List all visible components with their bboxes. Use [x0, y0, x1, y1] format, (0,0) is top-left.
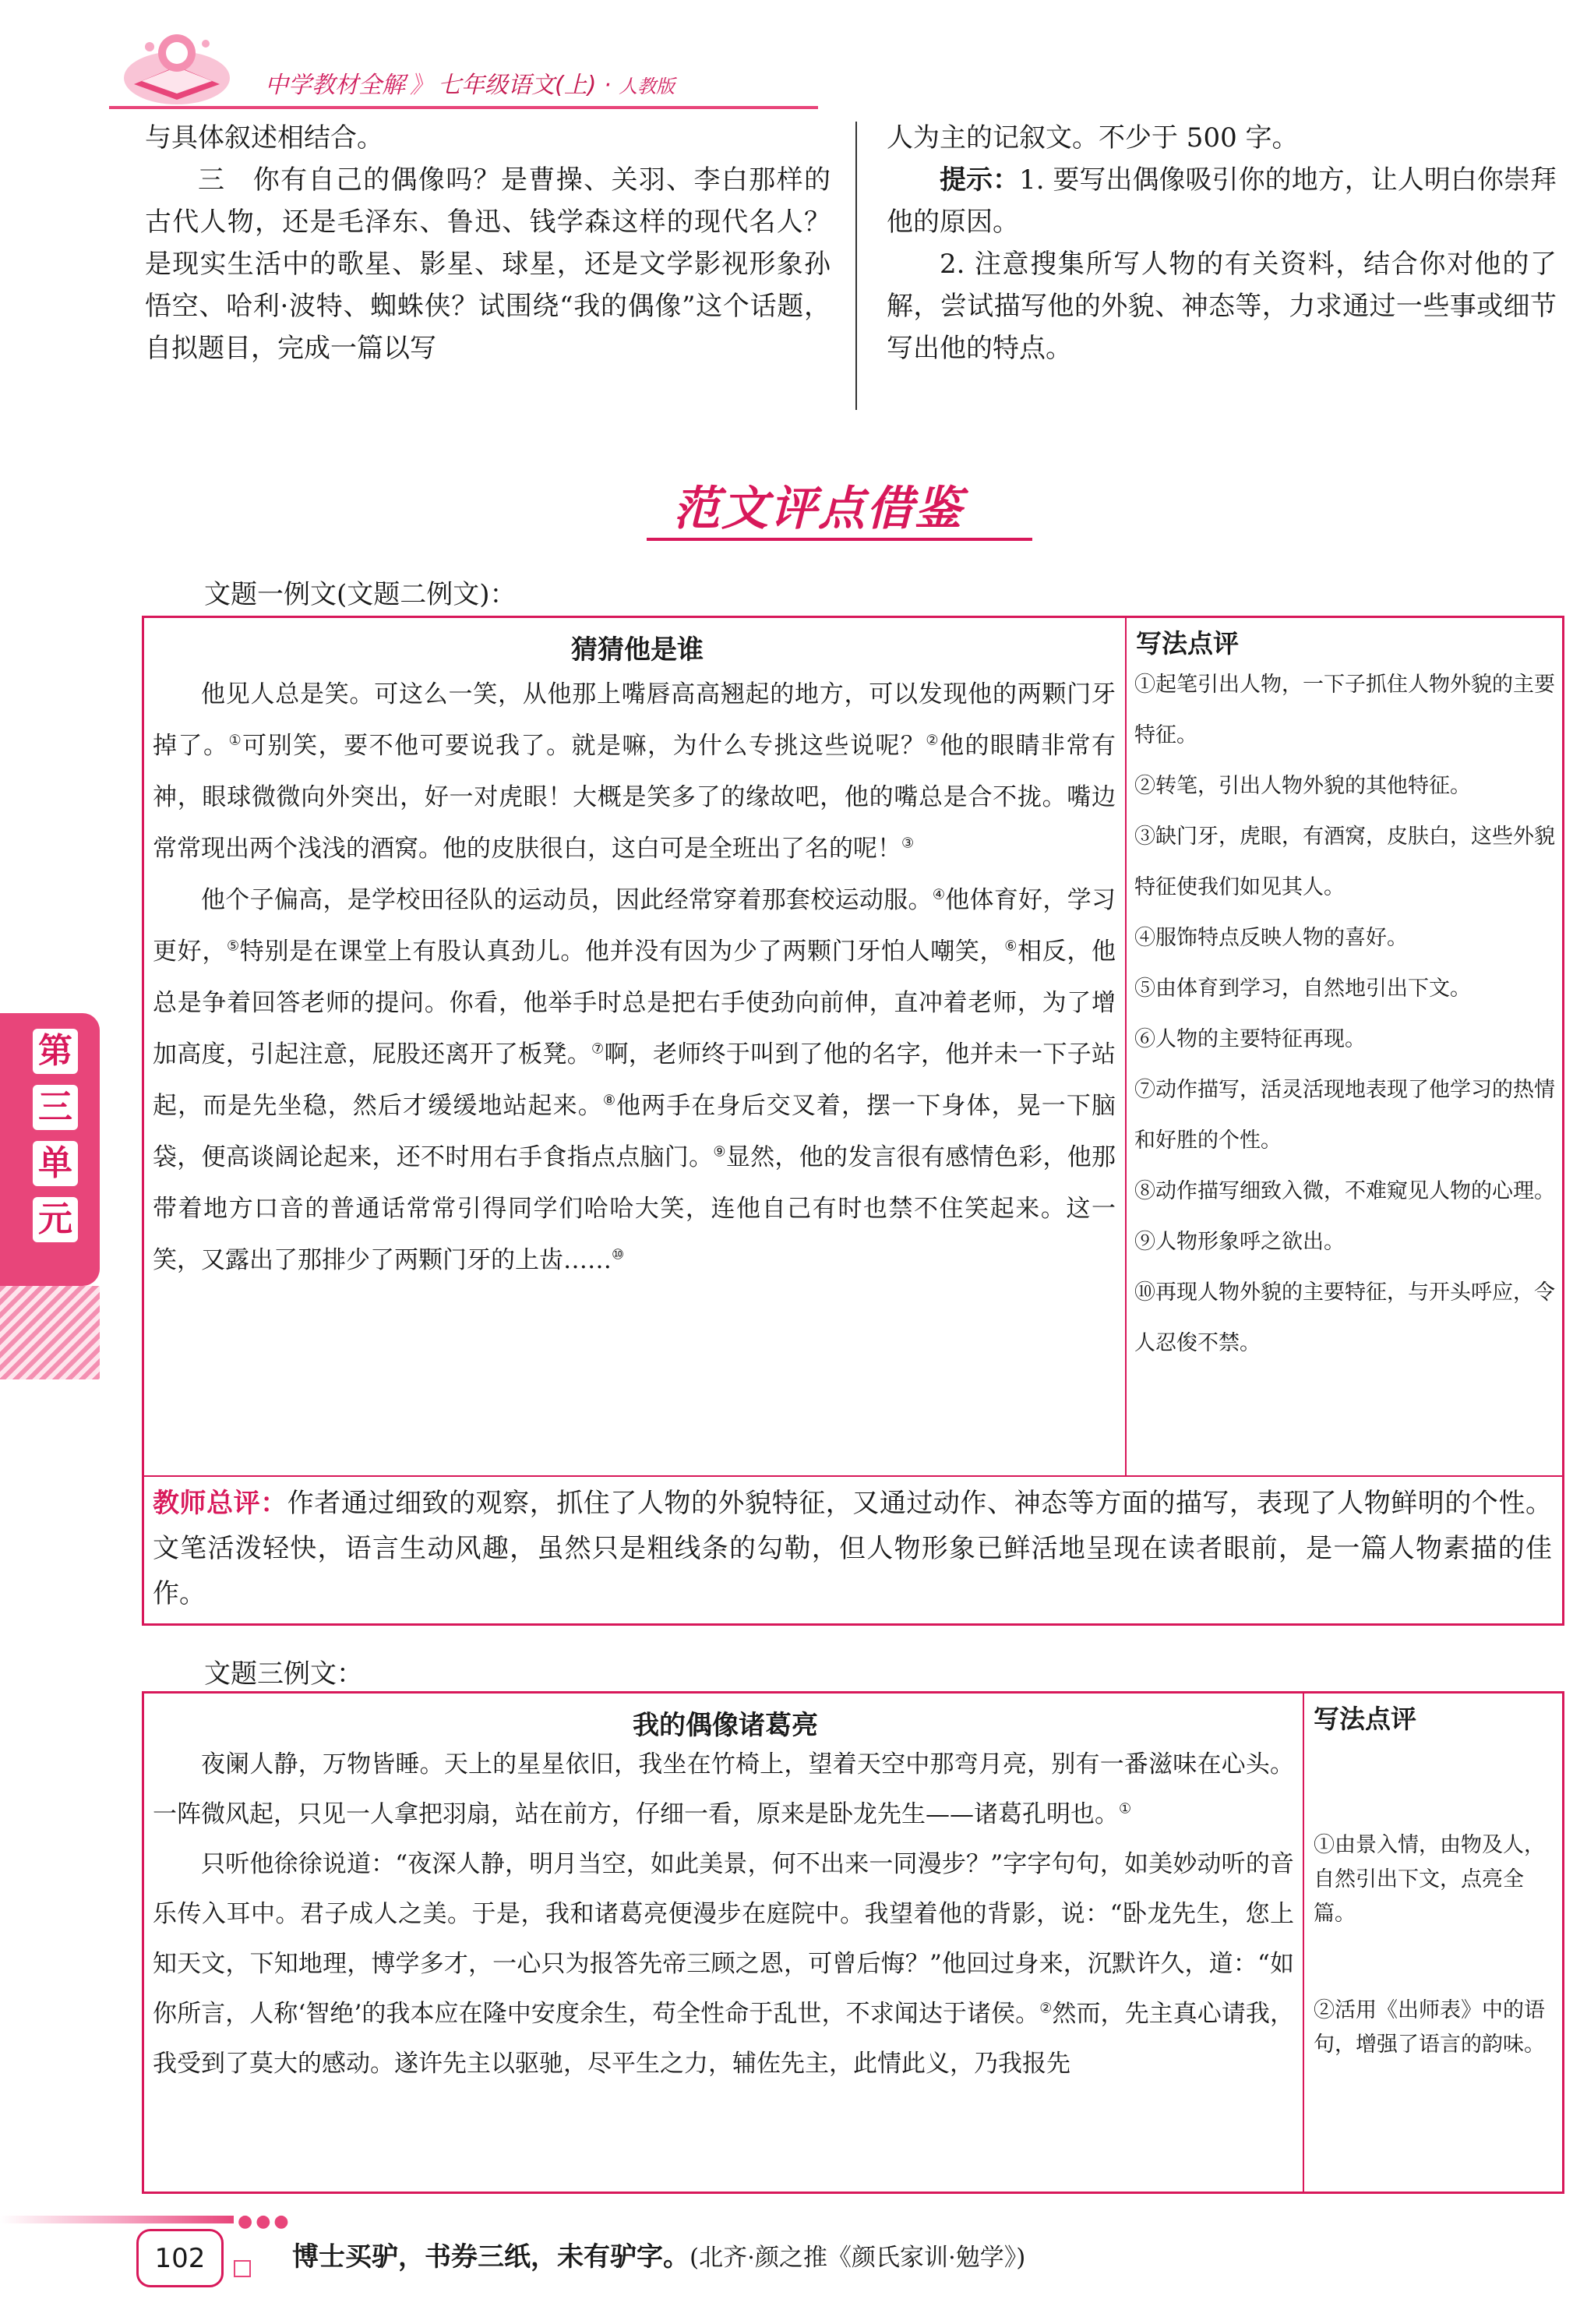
essay-1-paragraph-2 [153, 874, 1116, 1286]
column-divider [855, 122, 857, 410]
note-marker: ⑨ [713, 1143, 726, 1160]
note-marker: ① [228, 732, 243, 749]
comment-item: ⑨人物形象呼之欲出。 [1134, 1230, 1345, 1254]
comment-item: ⑦动作描写，活灵活现地表现了他学习的热情和好胜的个性。 [1134, 1078, 1555, 1153]
essay-2-body [153, 1739, 1294, 2089]
book-edition: 人教版 [619, 76, 675, 97]
note-marker: ② [926, 732, 940, 749]
comment-item: ①由景入情，由物及人，自然引出下文，点亮全篇。 [1314, 1833, 1545, 1926]
comment-item: ②转笔，引出人物外貌的其他特征。 [1134, 774, 1471, 798]
essay-2-comments [1314, 1828, 1558, 2062]
essay-1-comments [1134, 659, 1555, 1369]
book-title: 中学教材全解 [265, 72, 405, 99]
text-run: 他的眼睛非常有神，眼球微微向外突出，好一对虎眼！大概是笑多了的缘故吧，他的嘴总是合不拢。嘴边常常现出两个浅浅的酒窝。他的皮肤很白，这白可是全班出了名的呢！ [153, 732, 1116, 863]
quote-source: (北齐·颜之推《颜氏家训·勉学》) [690, 2244, 1026, 2272]
text-run: 显然，他的发言很有感情色彩，他那带着地方口音的普通话常常引得同学们哈哈大笑，连他自己有时也禁不住笑起来。这一笑，又露出了那排少了两颗门牙的上齿…… [153, 1143, 1116, 1274]
unit-tab-char: 元 [33, 1197, 78, 1242]
left-paragraph: 三 你有自己的偶像吗？是曹操、关羽、李白那样的古代人物，还是毛泽东、鲁迅、钱学森这样的现代名人？是现实生活中的歌星、影星、球星，还是文学影视形象孙悟空、哈利·波特、蜘蛛侠？试围绕“我的偶像”这个话题，自拟题目，完成一篇以写 [145, 164, 831, 364]
note-marker: ③ [901, 835, 915, 852]
text-run: 特别是在课堂上有股认真劲儿。他并没有因为少了两颗门牙怕人嘲笑， [239, 938, 1005, 966]
note-marker: ⑤ [226, 938, 240, 955]
summary-label: 教师总评： [153, 1488, 287, 1519]
text-run: 然而，先主真心请我，我受到了莫大的感动。遂许先主以驱驰，尽平生之力，辅佐先主，此情此义，乃我报先 [153, 2000, 1294, 2078]
text-run: 啊，老师终于叫到了他的名字，他并未一下子站起，而是先坐稳，然后才缓缓地站起来。 [153, 1040, 1116, 1120]
quote-text: 博士买驴，书券三纸，未有驴字。 [292, 2241, 690, 2273]
essay-1-comment-heading: 写法点评 [1136, 628, 1239, 659]
comment-item: ⑥人物的主要特征再现。 [1134, 1027, 1366, 1051]
essay-1-body [153, 669, 1116, 1286]
essay-1-title: 猜猜他是谁 [571, 634, 704, 666]
book-subtitle: 七年级语文(上) [438, 72, 597, 99]
comment-item: ①起笔引出人物，一下子抓住人物外貌的主要特征。 [1134, 673, 1555, 747]
comment-item: ④服饰特点反映人物的喜好。 [1134, 926, 1408, 950]
note-marker: ① [1119, 1800, 1132, 1817]
text-run: 他体育好，学习更好， [153, 886, 1116, 966]
note-marker: ② [1039, 2000, 1053, 2017]
note-marker: ⑧ [602, 1092, 617, 1109]
tip-2: 2. 注意搜集所写人物的有关资料，结合你对他的了解，尝试描写他的外貌、神态等，力求通过一些事或细节写出他的特点。 [887, 249, 1557, 364]
essay-2-comment-heading: 写法点评 [1314, 1704, 1416, 1734]
essay-2-caption: 文题三例文： [204, 1658, 363, 1690]
comment-item: ③缺门牙，虎眼，有酒窝，皮肤白，这些外貌特征使我们如见其人。 [1134, 825, 1555, 899]
footer-dots-icon: ●●● [238, 2212, 292, 2231]
footer-quote [292, 2235, 1025, 2273]
teacher-summary [153, 1481, 1552, 1616]
right-line-1: 人为主的记叙文。不少于 500 字。 [887, 122, 1299, 154]
comment-item: ⑤由体育到学习，自然地引出下文。 [1134, 977, 1471, 1001]
header-separator: 》 [410, 72, 433, 99]
essay-2-paragraph-2 [153, 1839, 1294, 2089]
section-underline [647, 538, 1032, 541]
comment-item: ⑧动作描写细致入微，不难窥见人物的心理。 [1134, 1179, 1555, 1203]
essay-1-paragraph-1 [153, 669, 1116, 874]
note-marker: ⑥ [1004, 938, 1018, 955]
essay-2-divider [1303, 1694, 1304, 2192]
unit-tab-label [33, 1029, 87, 1253]
text-run: 他两手在身后交叉着，摆一下身体，晃一下脑袋，便高谈阔论起来，还不时用右手食指点点脑门。 [153, 1092, 1116, 1171]
unit-tab-char: 三 [33, 1085, 78, 1130]
comment-item: ②活用《出师表》中的语句，增强了语言的韵味。 [1314, 1998, 1545, 2057]
summary-divider [144, 1475, 1562, 1477]
book-logo [118, 23, 235, 109]
tip-1-text: 1. 要写出偶像吸引你的地方，让人明白你崇拜他的原因。 [887, 164, 1557, 238]
footer-rule [0, 2216, 234, 2223]
essay-1-caption: 文题一例文(文题二例文)： [204, 579, 517, 610]
essay-2-paragraph-1 [153, 1739, 1294, 1839]
summary-text: 作者通过细致的观察，抓住了人物的外貌特征，又通过动作、神态等方面的描写，表现了人物鲜明的个性。文笔活泼轻快，语言生动风趣，虽然只是粗线条的勾勒，但人物形象已鲜活地呈现在读者眼前，是一篇人物素描的佳作。 [153, 1488, 1553, 1609]
text-run: 他个子偏高，是学校田径队的运动员，因此经常穿着那套校运动服。 [201, 886, 933, 914]
note-marker: ⑦ [591, 1040, 605, 1058]
unit-tab-stripes [0, 1286, 100, 1379]
section-title: 范文评点借鉴 [673, 482, 963, 536]
essay-1-divider [1125, 618, 1127, 1475]
text-run: 只听他徐徐说道：“夜深人静，明月当空，如此美景，何不出来一同漫步？”字字句句，如美妙动听的音乐传入耳中。君子成人之美。于是，我和诸葛亮便漫步在庭院中。我望着他的背影，说：“卧龙先生，您上知天文，下知地理，博学多才，一心只为报答先帝三顾之恩，可曾后悔？”他回过身来，沉默许久，道：“如你所言，人称‘智绝’的我本应在隆中安度余生，苟全性命于乱世，不求闻达于诸侯。 [153, 1850, 1294, 2028]
page-number: 102 [136, 2229, 224, 2287]
top-left-column [145, 117, 831, 369]
essay-2-title: 我的偶像诸葛亮 [633, 1710, 818, 1741]
note-marker: ④ [932, 886, 946, 903]
unit-tab-char: 单 [33, 1141, 78, 1186]
text-run: 相反，他总是争着回答老师的提问。你看，他举手时总是把右手使劲向前伸，直冲着老师，为了增加高度，引起注意，屁股还离开了板凳。 [153, 938, 1116, 1068]
text-run: 他见人总是笑。可这么一笑，从他那上嘴唇高高翘起的地方，可以发现他的两颗门牙掉了。 [153, 680, 1116, 760]
note-marker: ⑩ [612, 1246, 625, 1263]
header-dot: · [603, 72, 612, 99]
header-rule [109, 106, 818, 109]
tip-label: 提示： [940, 164, 1020, 196]
comment-item: ⑩再现人物外貌的主要特征，与开头呼应，令人忍俊不禁。 [1134, 1280, 1555, 1355]
left-line-1: 与具体叙述相结合。 [145, 122, 383, 154]
text-run: 夜阑人静，万物皆睡。天上的星星依旧，我坐在竹椅上，望着天空中那弯月亮，别有一番滋味在心头。一阵微风起，只见一人拿把羽扇，站在前方，仔细一看，原来是卧龙先生——诸葛孔明也。 [153, 1750, 1294, 1828]
text-run: 可别笑，要不他可要说我了。就是嘛，为什么专挑这些说呢？ [242, 732, 926, 760]
tip-1 [887, 159, 1557, 243]
square-icon [234, 2260, 251, 2277]
top-right-column [887, 117, 1557, 369]
unit-tab-char: 第 [33, 1029, 78, 1074]
header-title [265, 65, 675, 100]
